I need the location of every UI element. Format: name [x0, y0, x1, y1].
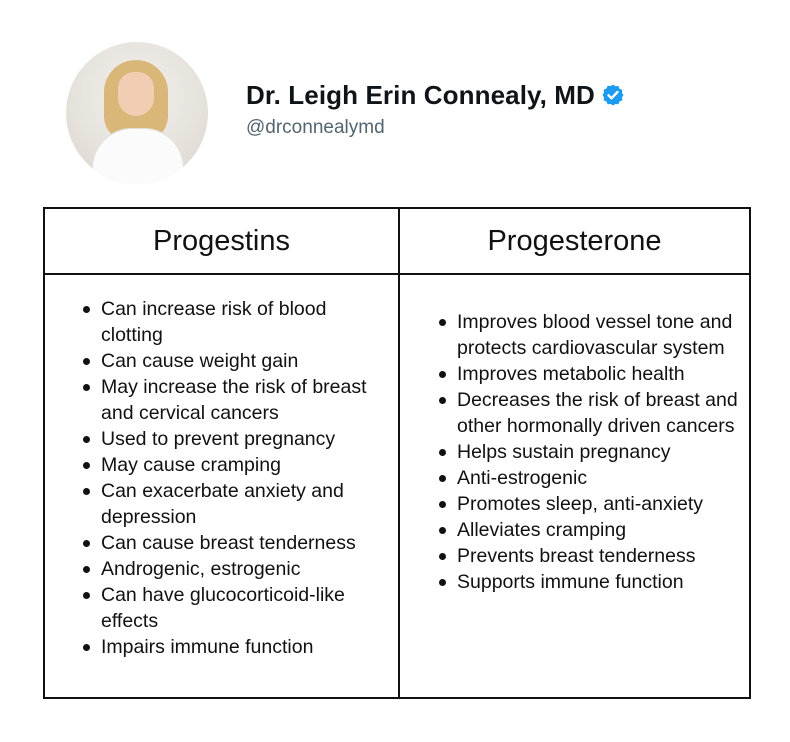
list-item: Improves metabolic health	[439, 361, 739, 387]
user-handle[interactable]: @drconnealymd	[246, 116, 385, 138]
list-item: Androgenic, estrogenic	[83, 556, 383, 582]
list-item: May cause cramping	[83, 452, 383, 478]
comparison-table	[43, 207, 751, 699]
list-item: Alleviates cramping	[439, 517, 739, 543]
progestins-list	[83, 296, 383, 660]
list-item: Decreases the risk of breast and other hormonally driven cancers	[439, 387, 739, 439]
list-item: Prevents breast tenderness	[439, 543, 739, 569]
list-item: Helps sustain pregnancy	[439, 439, 739, 465]
avatar-face	[118, 72, 154, 116]
progestins-heading: Progestins	[152, 224, 290, 257]
list-item: Can cause breast tenderness	[83, 530, 383, 556]
list-item: Can have glucocorticoid-like effects	[83, 582, 383, 634]
list-item: Used to prevent pregnancy	[83, 426, 383, 452]
identity-block	[246, 80, 625, 139]
list-item: Improves blood vessel tone and protects cardiovascular system	[439, 309, 739, 361]
column-divider	[398, 209, 400, 697]
list-item: Promotes sleep, anti-anxiety	[439, 491, 739, 517]
display-name[interactable]: Dr. Leigh Erin Connealy, MD	[246, 79, 595, 110]
list-item: Anti-estrogenic	[439, 465, 739, 491]
avatar-white-coat	[92, 128, 184, 184]
header-divider	[45, 273, 749, 275]
verified-badge-icon[interactable]	[601, 83, 625, 107]
name-row	[246, 80, 625, 111]
list-item: Supports immune function	[439, 569, 739, 595]
avatar[interactable]	[66, 42, 208, 184]
list-item: Can increase risk of blood clotting	[83, 296, 383, 348]
profile-header	[66, 42, 625, 184]
progesterone-list	[439, 309, 739, 595]
list-item: Can exacerbate anxiety and depression	[83, 478, 383, 530]
list-item: Impairs immune function	[83, 634, 383, 660]
progesterone-heading: Progesterone	[487, 224, 662, 257]
list-item: May increase the risk of breast and cervical cancers	[83, 374, 383, 426]
list-item: Can cause weight gain	[83, 348, 383, 374]
